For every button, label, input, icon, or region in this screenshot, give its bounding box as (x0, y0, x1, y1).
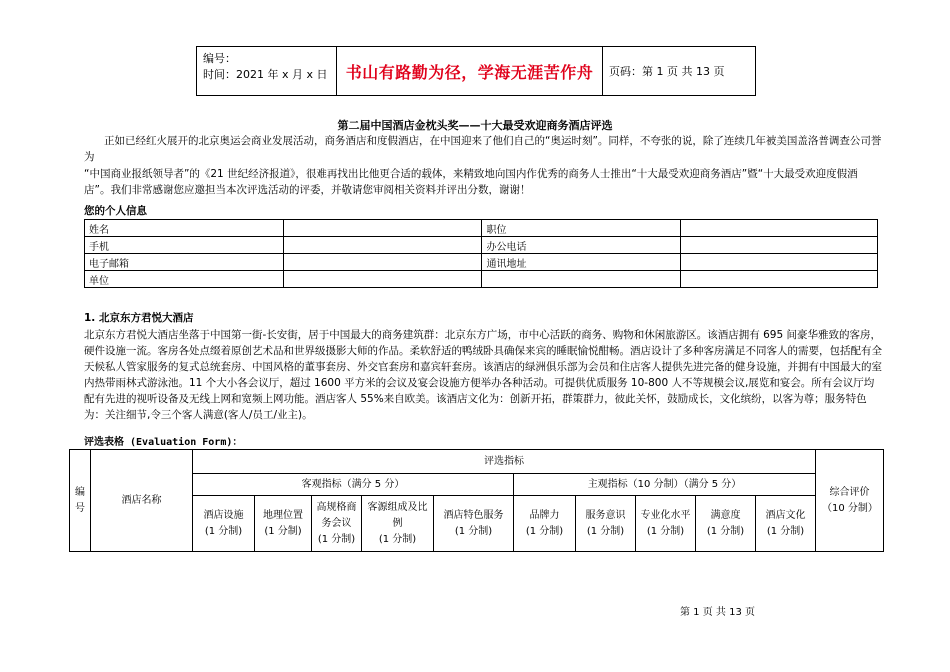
table-row (85, 237, 878, 254)
obj-guest-mix-unit: (1 分制) (378, 533, 417, 545)
subj-satisfaction-name: 满意度 (710, 509, 741, 521)
info-label-company: 单位 (85, 271, 284, 288)
subj-professional-unit: (1 分制) (646, 525, 685, 537)
subj-culture-name: 酒店文化 (765, 509, 806, 521)
hotel-heading: 1. 北京东方君悦大酒店 (84, 312, 194, 324)
info-input-mobile[interactable] (283, 237, 482, 254)
info-input-position[interactable] (681, 220, 878, 237)
info-label-office-phone: 办公电话 (482, 237, 681, 254)
subj-professional-name: 专业化水平 (640, 509, 691, 521)
obj-guest-mix (362, 496, 434, 552)
obj-location (255, 496, 312, 552)
info-input-company[interactable] (283, 271, 482, 288)
table-row (70, 474, 884, 496)
header-meta (197, 47, 337, 95)
subj-brand (514, 496, 576, 552)
info-input-office-phone[interactable] (681, 237, 878, 254)
page-title: 第二届中国酒店金枕头奖——十大最受欢迎商务酒店评选 (337, 119, 613, 132)
subj-service-name: 服务意识 (585, 509, 626, 521)
obj-location-name: 地理位置 (263, 509, 303, 521)
subj-satisfaction-unit: (1 分制) (706, 525, 745, 537)
info-label-address: 通讯地址 (482, 254, 681, 271)
subjective-group: 主观指标（10 分制）（满分 5 分） (514, 474, 816, 496)
evaluation-heading: 评选表格 (Evaluation Form)： (84, 437, 243, 448)
info-empty-input[interactable] (681, 271, 878, 288)
obj-special-service-unit: (1 分制) (454, 525, 493, 537)
obj-guest-mix-name: 客源组成及比例 (367, 501, 428, 529)
info-label-email: 电子邮箱 (85, 254, 284, 271)
subj-culture-unit: (1 分制) (766, 525, 805, 537)
personal-info-heading: 您的个人信息 (84, 205, 147, 217)
col-indicators: 评选指标 (193, 450, 816, 474)
hotel-description: 北京东方君悦大酒店坐落于中国第一街-长安街，居于中国最大的商务建筑群：北京东方广场，市中心活跃的商务、购物和休闲旅游区。该酒店拥有 695 间豪华雅致的客房，硬件设施一流。客房各处点缀着原创艺术品和世界级摄影大师的作品。柔软舒适的鸭绒卧具确保来宾的睡眠愉悦酣畅。酒店设计了多种客房满足不同客人的需要，包括配有全天候私人管家服务的复式总统套房、中国风格的董事套房、外交官套房和嘉宾轩套房。该酒店的绿洲俱乐部为会员和住店客人提供先进完备的健身设施，并拥有中国最大的室内热带雨林式游泳池。11 个大小各会议厅，超过 1600 平方米的会议及宴会设施方便举办各种活动。可提供优质服务 10-800 人不等规模会议,展览和宴会。所有会议厅均配有先进的视听设备及无线上网和宽频上网功能。酒店客人 55%来自欧美。该酒店文化为：创新开拓，群策群力，彼此关怀，鼓励成长，文化缤纷，以客为尊；服务特色为：关注细节,令三个客人满意(客人/员工/业主)。 (84, 329, 882, 421)
page-footer: 第 1 页 共 13 页 (680, 607, 755, 618)
intro-paragraph-2: “中国商业报纸领导者”的《21 世纪经济报道》，很难再找出比他更合适的载体，来精致地向国内作优秀的商务人士推出“十大最受欢迎商务酒店”暨“十大最受欢迎度假酒店”。我们非常感谢您应邀担当本次评选活动的评委，并敬请您审阅相关资料并评出分数，谢谢！ (84, 168, 858, 196)
page-code: 页码：第 1 页 共 13 页 (609, 65, 725, 78)
obj-conference-name: 高规格商务会议 (316, 501, 357, 529)
subj-professional (636, 496, 696, 552)
obj-special-service-name: 酒店特色服务 (443, 509, 504, 521)
col-hotel-name: 酒店名称 (91, 450, 193, 552)
table-row (70, 496, 884, 552)
table-row (85, 254, 878, 271)
personal-info-table (84, 219, 878, 288)
document-header (196, 46, 756, 96)
obj-conference (312, 496, 362, 552)
subj-service (576, 496, 636, 552)
obj-facilities (193, 496, 255, 552)
subj-satisfaction (696, 496, 756, 552)
subj-service-unit: (1 分制) (586, 525, 625, 537)
info-label-name: 姓名 (85, 220, 284, 237)
col-number: 编号 (70, 450, 91, 552)
subj-brand-unit: (1 分制) (525, 525, 564, 537)
info-input-name[interactable] (283, 220, 482, 237)
info-input-address[interactable] (681, 254, 878, 271)
obj-facilities-unit: (1 分制) (204, 525, 243, 537)
col-overall: 综合评价（10 分制） (816, 450, 884, 552)
info-input-email[interactable] (283, 254, 482, 271)
table-row (70, 450, 884, 474)
info-label-position: 职位 (482, 220, 681, 237)
number-label: 编号： (203, 52, 236, 65)
subj-brand-name: 品牌力 (529, 509, 560, 521)
subj-culture (756, 496, 816, 552)
table-row (85, 271, 878, 288)
obj-facilities-name: 酒店设施 (203, 509, 244, 521)
obj-location-unit: (1 分制) (264, 525, 302, 537)
obj-conference-unit: (1 分制) (317, 533, 356, 545)
intro-paragraph-1: 正如已经红火展开的北京奥运会商业发展活动，商务酒店和度假酒店，在中国迎来了他们自己的“奥运时刻”。同样，不夸张的说，除了连续几年被美国盖洛普调查公司誉为 (84, 135, 882, 163)
motto: 书山有路勤为径，学海无涯苦作舟 (337, 47, 603, 95)
info-empty-label (482, 271, 681, 288)
obj-special-service (434, 496, 514, 552)
info-label-mobile: 手机 (85, 237, 284, 254)
objective-group: 客观指标（满分 5 分） (193, 474, 514, 496)
time-label: 时间：2021 年 x 月 x 日 (203, 68, 328, 81)
table-row (85, 220, 878, 237)
evaluation-table (69, 449, 884, 552)
